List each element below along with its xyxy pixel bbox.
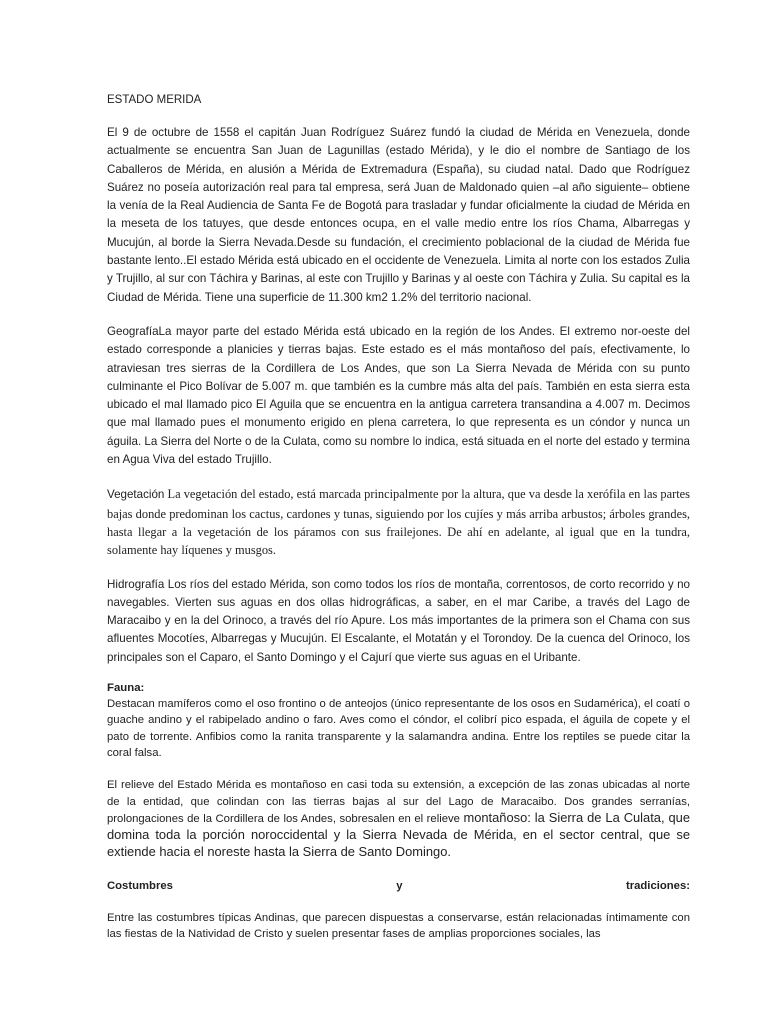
- paragraph-vegetation: [107, 485, 690, 559]
- relief-text-a: El relieve del Estado Mérida es montañoso en casi toda su extensión, a excepción de las zonas ubicadas al norte de la entidad, que colindan con las tierras bajas al sur del Lago de Maracaibo. Dos grandes serranías, prolongaciones de la Cordillera de los Andes, sobresalen en el relieve: [107, 779, 690, 825]
- paragraph-hydrography: Hidrografía Los ríos del estado Mérida, son como todos los ríos de montaña, correntosos, de corto recorrido y no navegables. Vierten sus aguas en dos ollas hidrográficas, a saber, en el mar Caribe, a través del Lago de Maracaibo y en la del Orinoco, a través del río Apure. Los más importantes de la primera son el Chama con sus afluentes Mocotíes, Albarregas y Mucujún. El Escalante, el Motatán y el Torondoy. De la cuenca del Orinoco, los principales son el Caparo, el Santo Domingo y el Cajurí que vierte sus aguas en el Uribante.: [107, 577, 690, 664]
- paragraph-customs: Entre las costumbres típicas Andinas, que parecen dispuestas a conservarse, están relacionadas íntimamente con las fiestas de la Natividad de Cristo y suelen presentar fases de amplias proporciones sociales, las: [107, 911, 690, 940]
- customs-heading-word-3: tradiciones:: [625, 879, 690, 892]
- customs-heading: [107, 878, 690, 894]
- customs-heading-word-1: Costumbres: [107, 879, 173, 892]
- paragraph-relief: [107, 777, 690, 861]
- vegetation-lead: Vegetación: [107, 488, 165, 502]
- paragraph-geography: GeografíaLa mayor parte del estado Mérida está ubicado en la región de los Andes. El extremo nor-oeste del estado corresponde a planicies y tierras bajas. Este estado es el más montañoso del país, efectivamente, lo atraviesan tres sierras de la Cordillera de Los Andes, que son La Sierra Nevada de Mérida con su punto culminante el Pico Bolívar de 5.007 m. que también es la cumbre más alta del país. También en esta sierra esta ubicado el mal llamado pico El Aguila que se encuentra en la antigua carretera transandina a 4.007 m. Decimos que mal llamado pues el monumento erigido en plena carretera, lo que representa es un cóndor y nunca un águila. La Sierra del Norte o de la Culata, como su nombre lo indica, está situada en el norte del estado y termina en Agua Viva del estado Trujillo.: [107, 324, 690, 467]
- document-title: ESTADO MERIDA: [107, 94, 202, 106]
- customs-heading-word-2: y: [396, 879, 403, 892]
- relief-text-b: montañoso: la Sierra de La Culata, que domina toda la porción noroccidental y la Sierra Nevada de Mérida, en el sector central, que se extiende hacia el noreste hasta la Sierra de Santo Domingo.: [107, 809, 691, 860]
- paragraph-history: El 9 de octubre de 1558 el capitán Juan Rodríguez Suárez fundó la ciudad de Mérida en Venezuela, donde actualmente se encuentra San Juan de Lagunillas (estado Mérida), y le dio el nombre de Santiago de los Caballeros de Mérida, en alusión a Mérida de Extremadura (España), su ciudad natal. Dado que Rodríguez Suárez no poseía autorización real para tal empresa, será Juan de Maldonado quien –al año siguiente– obtiene la venía de la Real Audiencia de Santa Fe de Bogotá para trasladar y fundar oficialmente la ciudad de Mérida en la meseta de los tatuyes, que desde entonces ocupa, en el valle medio entre los ríos Chama, Albarregas y Mucujún, al borde la Sierra Nevada.Desde su fundación, el crecimiento poblacional de la ciudad de Mérida fue bastante lento..El estado Mérida está ubicado en el occidente de Venezuela. Limita al norte con los estados Zulia y Trujillo, al sur con Táchira y Barinas, al este con Trujillo y Barinas y al oeste con Táchira y Zulia. Su capital es la Ciudad de Mérida. Tiene una superficie de 11.300 km2 1.2% del territorio nacional.: [107, 126, 690, 304]
- fauna-heading: Fauna:: [107, 682, 145, 695]
- vegetation-text: La vegetación del estado, está marcada principalmente por la altura, que va desde la xerófila en las partes bajas donde predominan los cactus, cardones y tunas, siguiendo por los cujíes y más arriba arbustos; árboles grandes, hasta llegar a la vegetación de los páramos con sus frailejones. De ahí en adelante, al igual que en la tundra, solamente hay líquenes y musgos.: [107, 487, 690, 558]
- paragraph-fauna: Destacan mamíferos como el oso frontino o de anteojos (único representante de los osos en Sudamérica), el coatí o guache andino y el rabipelado andino o faro. Aves como el cóndor, el colibrí pico espada, el águila de copete y el pato de torrente. Anfibios como la ranita transparente y la salamandra andina. Entre los reptiles se puede citar la coral falsa.: [107, 698, 690, 759]
